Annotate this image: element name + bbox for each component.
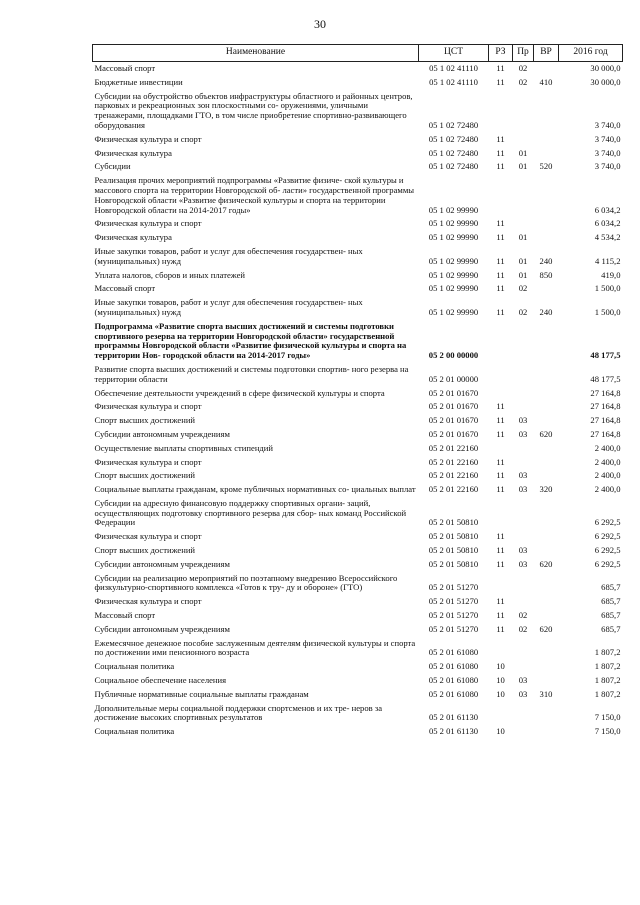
row-pr (513, 725, 534, 739)
row-vr: 620 (539, 623, 553, 634)
row-rz: 10 (496, 661, 505, 672)
row-rz (489, 387, 513, 401)
row-amount: 30 000,0 (590, 63, 621, 73)
row-rz: 11 (496, 596, 505, 607)
row-rz: 11 (496, 470, 505, 481)
row-cst: 05 2 01 00000 (428, 373, 479, 384)
row-vr: 620 (539, 558, 553, 569)
table-row (93, 544, 623, 558)
row-vr (534, 674, 559, 688)
row-rz: 10 (496, 675, 505, 686)
row-vr (534, 544, 559, 558)
row-vr (534, 702, 559, 726)
table-row (93, 400, 623, 414)
row-name: Физическая культура и спорт (94, 401, 202, 412)
row-cst: 05 2 01 51270 (428, 610, 479, 621)
row-name: Бюджетные инвестиции (94, 76, 183, 87)
row-amount: 419,0 (601, 269, 621, 280)
table-row (93, 363, 623, 387)
row-name: Физическая культура и спорт (94, 133, 202, 144)
row-rz: 11 (496, 428, 505, 439)
row-name: Публичные нормативные социальные выплаты гражданам (94, 688, 309, 699)
row-cst: 05 1 02 72480 (428, 119, 479, 130)
header-name: Наименование (93, 45, 419, 62)
row-vr (534, 387, 559, 401)
row-name: Осуществление выплаты спортивных стипендий (94, 442, 273, 453)
row-pr: 01 (518, 269, 528, 280)
row-vr (534, 174, 559, 217)
row-vr: 240 (539, 255, 553, 266)
row-amount: 3 740,0 (594, 133, 621, 144)
row-vr (534, 414, 559, 428)
row-pr: 02 (518, 306, 528, 317)
table-header-row (93, 45, 623, 62)
row-pr: 02 (518, 610, 528, 621)
row-amount: 27 164,8 (590, 428, 621, 439)
table-row (93, 320, 623, 363)
row-amount: 4 115,2 (595, 255, 621, 266)
row-amount: 1 807,2 (594, 675, 621, 686)
row-pr: 03 (518, 484, 528, 495)
row-cst: 05 1 02 99990 (428, 283, 479, 294)
table-row (93, 428, 623, 442)
row-vr (534, 725, 559, 739)
row-rz: 11 (496, 401, 505, 412)
row-pr (513, 595, 534, 609)
row-name: Иные закупки товаров, работ и услуг для обеспечения государствен- ных (муниципальных) нужд (94, 297, 363, 317)
table-row (93, 469, 623, 483)
table-row (93, 414, 623, 428)
row-rz (489, 442, 513, 456)
row-vr (534, 90, 559, 133)
table-row (93, 637, 623, 661)
row-cst: 05 2 01 22160 (428, 442, 479, 453)
row-vr (534, 637, 559, 661)
row-cst: 05 2 01 61080 (428, 688, 479, 699)
row-rz: 11 (496, 283, 505, 294)
table-row (93, 282, 623, 296)
row-name: Спорт высших достижений (94, 470, 196, 481)
header-pr: Пр (513, 45, 534, 62)
row-pr (513, 442, 534, 456)
row-amount: 48 177,5 (590, 350, 621, 361)
row-vr (534, 595, 559, 609)
row-amount: 6 034,2 (594, 218, 621, 229)
header-vr: ВР (534, 45, 559, 62)
row-amount: 6 292,5 (594, 531, 621, 542)
row-pr: 03 (518, 428, 528, 439)
table-row (93, 660, 623, 674)
row-name: Физическая культура и спорт (94, 218, 202, 229)
row-name: Физическая культура и спорт (94, 596, 202, 607)
table-row (93, 231, 623, 245)
row-vr (534, 469, 559, 483)
header-year: 2016 год (559, 45, 623, 62)
row-rz: 11 (496, 558, 505, 569)
row-pr: 01 (518, 161, 528, 172)
row-rz: 11 (496, 76, 505, 87)
row-cst: 05 2 01 50810 (428, 517, 479, 528)
row-pr: 02 (518, 76, 528, 87)
table-row (93, 387, 623, 401)
row-name: Субсидии на адресную финансовую поддержку спортивных органи- заций, осуществляющих подготовку спортивного резерва для сбор- ных команд Российской Федерации (94, 497, 407, 528)
row-cst: 05 1 02 72480 (428, 133, 479, 144)
row-amount: 27 164,8 (590, 415, 621, 426)
row-pr: 03 (518, 470, 528, 481)
row-vr (534, 400, 559, 414)
row-amount: 27 164,8 (590, 387, 621, 398)
row-pr (513, 174, 534, 217)
row-pr (513, 387, 534, 401)
row-name: Уплата налогов, сборов и иных платежей (94, 269, 246, 280)
row-pr (513, 497, 534, 530)
table-row (93, 688, 623, 702)
row-rz (489, 702, 513, 726)
row-name: Социальные выплаты гражданам, кроме публичных нормативных со- циальных выплат (94, 484, 416, 495)
row-vr: 310 (539, 688, 553, 699)
row-pr (513, 456, 534, 470)
row-rz: 11 (496, 269, 505, 280)
row-cst: 05 2 01 01670 (428, 428, 479, 439)
row-cst: 05 2 01 61080 (428, 647, 479, 658)
row-pr (513, 637, 534, 661)
row-amount: 685,7 (601, 582, 621, 593)
row-vr (534, 572, 559, 596)
table-row (93, 174, 623, 217)
table-row (93, 62, 623, 76)
row-pr: 03 (518, 415, 528, 426)
row-vr (534, 62, 559, 76)
row-amount: 7 150,0 (594, 712, 621, 723)
row-name: Ежемесячное денежное пособие заслуженным деятелям физической культуры и спорта по достижении ими пенсионного возраста (94, 637, 416, 658)
row-vr: 320 (539, 484, 553, 495)
row-cst: 05 2 01 50810 (428, 531, 479, 542)
row-cst: 05 1 02 99990 (428, 255, 479, 266)
table-row (93, 147, 623, 161)
row-pr (513, 660, 534, 674)
row-rz: 11 (496, 255, 505, 266)
row-pr (513, 217, 534, 231)
table-row (93, 269, 623, 283)
row-amount: 1 500,0 (594, 306, 621, 317)
row-amount: 1 807,2 (594, 661, 621, 672)
row-amount: 6 292,5 (594, 545, 621, 556)
row-cst: 05 1 02 99990 (428, 306, 479, 317)
row-pr (513, 363, 534, 387)
row-name: Физическая культура и спорт (94, 456, 202, 467)
row-amount: 7 150,0 (594, 726, 621, 737)
row-cst: 05 2 01 01670 (428, 415, 479, 426)
row-pr: 03 (518, 688, 528, 699)
row-amount: 3 740,0 (594, 161, 621, 172)
row-vr: 520 (539, 161, 553, 172)
row-vr (534, 609, 559, 623)
row-pr: 03 (518, 675, 528, 686)
row-cst: 05 1 02 99990 (428, 232, 479, 243)
row-rz: 11 (496, 63, 505, 73)
row-cst: 05 2 01 51270 (428, 623, 479, 634)
row-vr (534, 231, 559, 245)
row-cst: 05 1 02 72480 (428, 147, 479, 158)
row-name: Физическая культура и спорт (94, 531, 202, 542)
row-rz (489, 637, 513, 661)
row-rz (489, 572, 513, 596)
table-row (93, 674, 623, 688)
row-name: Развитие спорта высших достижений и системы подготовки спортив- ного резерва на территории области (94, 363, 409, 384)
row-name: Массовый спорт (94, 283, 156, 294)
table-row (93, 558, 623, 572)
row-rz: 11 (496, 232, 505, 243)
row-rz (489, 497, 513, 530)
row-vr: 850 (539, 269, 553, 280)
row-amount: 3 740,0 (594, 119, 621, 130)
row-rz: 11 (496, 218, 505, 229)
table-row (93, 90, 623, 133)
row-amount: 2 400,0 (594, 470, 621, 481)
row-pr (513, 702, 534, 726)
row-rz: 11 (496, 610, 505, 621)
row-name: Субсидии (94, 161, 131, 172)
row-name: Социальное обеспечение населения (94, 675, 227, 686)
row-amount: 2 400,0 (594, 484, 621, 495)
budget-table (92, 44, 623, 739)
row-vr (534, 147, 559, 161)
row-rz: 11 (496, 456, 505, 467)
row-amount: 6 292,5 (594, 517, 621, 528)
row-name: Иные закупки товаров, работ и услуг для обеспечения государствен- ных (муниципальных) нужд (94, 245, 363, 266)
row-cst: 05 2 01 61130 (428, 712, 479, 723)
row-pr (513, 90, 534, 133)
table-row (93, 442, 623, 456)
row-cst: 05 2 01 61130 (428, 726, 479, 737)
row-pr (513, 320, 534, 363)
row-rz: 11 (496, 531, 505, 542)
row-rz (489, 363, 513, 387)
table-row (93, 595, 623, 609)
row-name: Субсидии на обустройство объектов инфраструктуры областного и районных центров, парковых и рекреационных зон плоскостными со- оружениями, уличными тренажерами, площадками ГТО, в том числе приобретение спортивно-развивающего оборудования (94, 90, 413, 130)
row-amount: 1 500,0 (594, 283, 621, 294)
row-name: Социальная политика (94, 661, 175, 672)
row-cst: 05 2 01 01670 (428, 401, 479, 412)
row-pr: 01 (518, 255, 528, 266)
row-rz (489, 174, 513, 217)
row-amount: 2 400,0 (594, 442, 621, 453)
row-pr: 02 (518, 623, 528, 634)
row-rz (489, 90, 513, 133)
row-amount: 6 034,2 (594, 204, 621, 215)
table-row (93, 245, 623, 269)
row-rz: 11 (496, 133, 505, 144)
row-vr: 620 (539, 428, 553, 439)
row-pr (513, 530, 534, 544)
row-name: Физическая культура (94, 232, 172, 243)
row-rz: 11 (496, 415, 505, 426)
row-vr (534, 442, 559, 456)
row-pr: 02 (518, 283, 528, 294)
row-rz: 11 (496, 484, 505, 495)
row-rz: 11 (496, 306, 505, 317)
row-name: Субсидии автономным учреждениям (94, 558, 230, 569)
row-cst: 05 1 02 99990 (428, 269, 479, 280)
row-vr (534, 660, 559, 674)
row-cst: 05 2 01 50810 (428, 545, 479, 556)
row-name: Обеспечение деятельности учреждений в сфере физической культуры и спорта (94, 387, 385, 398)
row-cst: 05 1 02 99990 (428, 218, 479, 229)
row-pr: 01 (518, 147, 528, 158)
row-amount: 1 807,2 (594, 647, 621, 658)
table-row (93, 217, 623, 231)
row-cst: 05 2 01 22160 (428, 484, 479, 495)
row-name: Субсидии на реализацию мероприятий по поэтапному внедрению Всероссийского физкультурно-спортивного комплекса «Готов к тру- ду и обороне» (ГТО) (94, 572, 398, 593)
row-name: Подпрограмма «Развитие спорта высших достижений и системы подготовки спортивного резерва на территории Новгородской области» государственной программы Новгородской области «Развитие физической культуры и спорта на территории Нов- городской области на 2014-2017 годы» (94, 320, 407, 361)
row-name: Субсидии автономным учреждениям (94, 428, 230, 439)
row-cst: 05 2 00 00000 (428, 350, 479, 361)
row-vr (534, 497, 559, 530)
table-row (93, 296, 623, 320)
table-row (93, 160, 623, 174)
row-pr: 03 (518, 558, 528, 569)
row-cst: 05 2 01 50810 (428, 558, 479, 569)
row-cst: 05 1 02 41110 (429, 76, 478, 87)
table-row (93, 623, 623, 637)
row-amount: 3 740,0 (594, 147, 621, 158)
row-vr (534, 217, 559, 231)
row-amount: 27 164,8 (590, 401, 621, 412)
header-rz: РЗ (489, 45, 513, 62)
table-row (93, 572, 623, 596)
row-pr: 02 (518, 63, 528, 73)
row-vr (534, 282, 559, 296)
row-rz: 11 (496, 623, 505, 634)
row-vr: 240 (539, 306, 553, 317)
table-row (93, 483, 623, 497)
page-number: 30 (314, 17, 326, 31)
row-cst: 05 2 01 01670 (428, 387, 479, 398)
row-pr (513, 400, 534, 414)
row-rz: 10 (496, 688, 505, 699)
row-pr: 01 (518, 232, 528, 243)
table-row (93, 609, 623, 623)
row-pr: 03 (518, 545, 528, 556)
row-rz: 11 (496, 545, 505, 556)
table-row (93, 530, 623, 544)
table-row (93, 456, 623, 470)
row-cst: 05 2 01 51270 (428, 596, 479, 607)
row-amount: 6 292,5 (594, 558, 621, 569)
row-name: Массовый спорт (94, 610, 156, 621)
row-cst: 05 2 01 22160 (428, 456, 479, 467)
row-name: Субсидии автономным учреждениям (94, 623, 230, 634)
row-cst: 05 2 01 61080 (428, 675, 479, 686)
row-cst: 05 1 02 99990 (428, 204, 479, 215)
row-cst: 05 2 01 51270 (428, 582, 479, 593)
row-rz: 11 (496, 161, 505, 172)
row-name: Спорт высших достижений (94, 415, 196, 426)
row-amount: 685,7 (601, 610, 621, 621)
row-amount: 2 400,0 (594, 456, 621, 467)
row-amount: 685,7 (601, 596, 621, 607)
row-rz: 11 (496, 147, 505, 158)
row-name: Дополнительные меры социальной поддержки спортсменов и их тре- неров за достижение высоких спортивных результатов (94, 702, 383, 723)
row-vr (534, 320, 559, 363)
row-name: Физическая культура (94, 147, 172, 158)
row-vr (534, 530, 559, 544)
row-name: Реализация прочих мероприятий подпрограммы «Развитие физиче- ской культуры и массового спорта на территории Новгородской об- ласти» государственной программы Новгородской области «Развитие физической культуры и спорта на территории Новгородской области на 2014-2017 годы» (94, 175, 415, 215)
row-vr: 410 (539, 76, 553, 87)
header-cst: ЦСТ (419, 45, 489, 62)
table-row (93, 725, 623, 739)
table-row (93, 702, 623, 726)
row-cst: 05 2 01 22160 (428, 470, 479, 481)
row-cst: 05 2 01 61080 (428, 661, 479, 672)
row-amount: 685,7 (601, 623, 621, 634)
row-name: Массовый спорт (94, 63, 156, 73)
row-rz: 10 (496, 726, 505, 737)
row-name: Социальная политика (94, 726, 175, 737)
row-rz (489, 320, 513, 363)
table-row (93, 497, 623, 530)
row-cst: 05 1 02 41110 (429, 63, 478, 73)
row-amount: 4 534,2 (594, 232, 621, 243)
row-cst: 05 1 02 72480 (428, 161, 479, 172)
table-body (93, 62, 623, 740)
row-pr (513, 572, 534, 596)
table-row (93, 133, 623, 147)
row-name: Спорт высших достижений (94, 545, 196, 556)
row-vr (534, 363, 559, 387)
row-amount: 48 177,5 (590, 373, 621, 384)
row-pr (513, 133, 534, 147)
row-vr (534, 133, 559, 147)
row-vr (534, 456, 559, 470)
row-amount: 30 000,0 (590, 76, 621, 87)
row-amount: 1 807,2 (594, 688, 621, 699)
table-row (93, 76, 623, 90)
